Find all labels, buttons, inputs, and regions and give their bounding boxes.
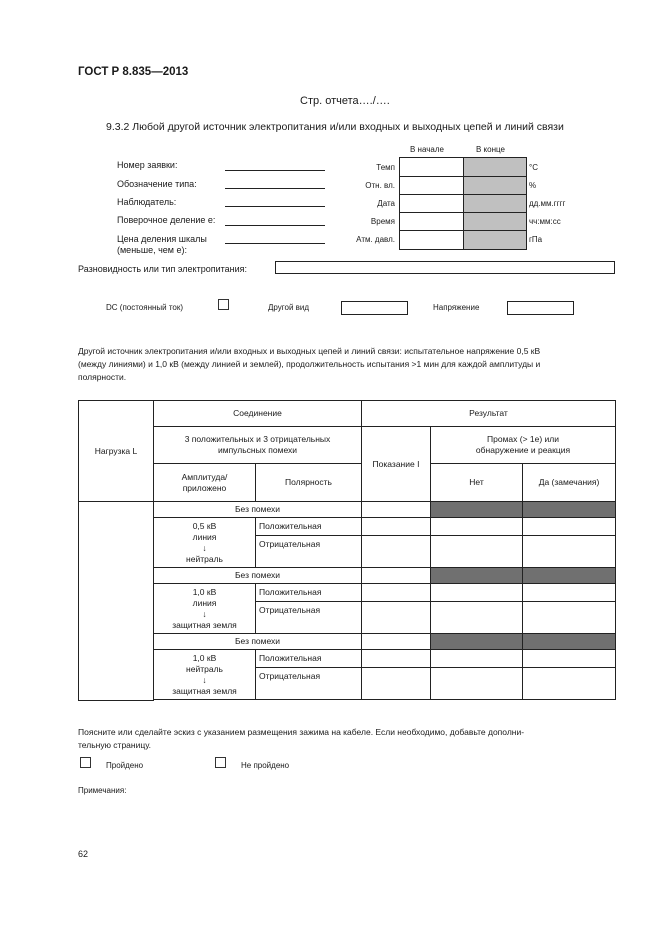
field-line-scale[interactable] bbox=[225, 243, 325, 244]
polarity-positive: Положительная bbox=[256, 518, 362, 536]
cond-temp-label: Темп bbox=[376, 163, 395, 172]
amplitude-value: 0,5 кВ bbox=[192, 520, 217, 531]
cond-humidity-label: Отн. вл. bbox=[365, 181, 395, 190]
passed-checkbox[interactable] bbox=[80, 757, 91, 768]
no-cell[interactable] bbox=[431, 650, 523, 668]
yes-cell[interactable] bbox=[523, 518, 616, 536]
not-passed-label: Не пройдено bbox=[241, 761, 290, 770]
yes-cell[interactable] bbox=[523, 536, 616, 568]
shaded-cell bbox=[431, 568, 523, 584]
amplitude-header bbox=[154, 464, 256, 502]
voltage-field[interactable] bbox=[507, 301, 574, 315]
amplitude-from: линия bbox=[192, 531, 217, 542]
field-line-observer[interactable] bbox=[225, 206, 325, 207]
arrow-down-icon: ↓ bbox=[202, 542, 207, 553]
reading-cell[interactable] bbox=[362, 650, 431, 668]
connection-header: Соединение bbox=[154, 401, 362, 427]
polarity-negative: Отрицательная bbox=[256, 668, 362, 700]
amplitude-cell bbox=[154, 650, 256, 700]
cond-date-unit: дд.мм.гггг bbox=[529, 199, 566, 208]
not-passed-checkbox[interactable] bbox=[215, 757, 226, 768]
cond-pressure-label: Атм. давл. bbox=[356, 235, 395, 244]
load-cell[interactable] bbox=[79, 502, 154, 701]
power-type-label: Разновидность или тип электропитания: bbox=[78, 264, 248, 274]
reading-cell[interactable] bbox=[362, 518, 431, 536]
polarity-positive: Положительная bbox=[256, 650, 362, 668]
yes-header: Да (замечания) bbox=[523, 464, 616, 502]
polarity-header: Полярность bbox=[256, 464, 362, 502]
field-line-request[interactable] bbox=[225, 170, 325, 171]
reading-cell[interactable] bbox=[362, 536, 431, 568]
shaded-cell bbox=[431, 634, 523, 650]
shaded-cell bbox=[431, 502, 523, 518]
conditions-grid bbox=[399, 157, 527, 250]
shaded-cell bbox=[523, 502, 616, 518]
passed-label: Пройдено bbox=[106, 761, 144, 770]
load-header: Нагрузка L bbox=[79, 401, 154, 502]
amplitude-cell bbox=[154, 518, 256, 568]
polarity-negative: Отрицательная bbox=[256, 602, 362, 634]
amplitude-header-line-2: приложено bbox=[182, 482, 227, 493]
polarity-negative: Отрицательная bbox=[256, 536, 362, 568]
no-cell[interactable] bbox=[431, 602, 523, 634]
amplitude-value: 1,0 кВ bbox=[192, 586, 217, 597]
amplitude-cell bbox=[154, 584, 256, 634]
reading-header: Показание I bbox=[362, 427, 431, 502]
fail-header bbox=[431, 427, 616, 464]
yes-cell[interactable] bbox=[523, 650, 616, 668]
fail-header-line-2: обнаружение и реакция bbox=[475, 445, 571, 455]
no-cell[interactable] bbox=[431, 668, 523, 700]
section-title: 9.3.2 Любой другой источник электропитания и/или входных и выходных цепей и линий связи bbox=[106, 121, 564, 133]
yes-cell[interactable] bbox=[523, 584, 616, 602]
field-line-type[interactable] bbox=[225, 188, 325, 189]
reading-cell[interactable] bbox=[362, 502, 431, 518]
reading-cell[interactable] bbox=[362, 668, 431, 700]
cond-date-label: Дата bbox=[377, 199, 395, 208]
page-number: 62 bbox=[78, 849, 89, 859]
field-label-scale: Цена деления шкалы bbox=[117, 234, 207, 244]
description-line-3: полярности. bbox=[78, 372, 127, 382]
no-noise-row: Без помехи bbox=[154, 634, 362, 650]
cond-time-label: Время bbox=[370, 217, 395, 226]
shaded-cell bbox=[523, 634, 616, 650]
amplitude-to: защитная земля bbox=[172, 685, 237, 696]
power-type-field[interactable] bbox=[275, 261, 615, 274]
remarks-label: Примечания: bbox=[78, 786, 127, 795]
no-cell[interactable] bbox=[431, 518, 523, 536]
cond-temp-unit: °C bbox=[529, 163, 538, 172]
field-label-request: Номер заявки: bbox=[117, 160, 178, 170]
field-label-scale-2: (меньше, чем e): bbox=[117, 245, 187, 255]
pulses-header-line-1: 3 положительных и 3 отрицательных bbox=[184, 434, 331, 444]
results-table bbox=[78, 400, 616, 701]
no-noise-row: Без помехи bbox=[154, 568, 362, 584]
no-header: Нет bbox=[431, 464, 523, 502]
other-type-label: Другой вид bbox=[268, 303, 310, 312]
document-code: ГОСТ Р 8.835—2013 bbox=[78, 66, 189, 78]
description-line-2: (между линиями) и 1,0 кВ (между линией и землей), продолжительность испытания >1 мин для каждой амплитуды и bbox=[78, 359, 541, 369]
amplitude-to: защитная земля bbox=[172, 619, 237, 630]
amplitude-value: 1,0 кВ bbox=[192, 652, 217, 663]
result-header: Результат bbox=[362, 401, 616, 427]
amplitude-from: нейтраль bbox=[186, 663, 223, 674]
shaded-cell bbox=[523, 568, 616, 584]
other-type-field[interactable] bbox=[341, 301, 408, 315]
polarity-positive: Положительная bbox=[256, 584, 362, 602]
yes-cell[interactable] bbox=[523, 602, 616, 634]
report-page: Стр. отчета…./…. bbox=[300, 95, 390, 107]
amplitude-header-line-1: Амплитуда/ bbox=[181, 471, 228, 482]
dc-checkbox[interactable] bbox=[218, 299, 229, 310]
field-label-type: Обозначение типа: bbox=[117, 179, 197, 189]
amplitude-to: нейтраль bbox=[186, 553, 223, 564]
pulses-header bbox=[154, 427, 362, 464]
reading-cell[interactable] bbox=[362, 634, 431, 650]
pulses-header-line-2: импульсных помехи bbox=[217, 445, 298, 455]
reading-cell[interactable] bbox=[362, 568, 431, 584]
no-noise-row: Без помехи bbox=[154, 502, 362, 518]
col-start-label: В начале bbox=[410, 145, 444, 154]
reading-cell[interactable] bbox=[362, 584, 431, 602]
field-label-observer: Наблюдатель: bbox=[117, 197, 177, 207]
field-line-verification[interactable] bbox=[225, 225, 325, 226]
cond-time-unit: чч:мм:сс bbox=[529, 217, 561, 226]
footer-note-line-1: Поясните или сделайте эскиз с указанием размещения зажима на кабеле. Если необходимо, добавьте дополни- bbox=[78, 727, 525, 737]
cond-humidity-unit: % bbox=[529, 181, 537, 190]
dc-label: DC (постоянный ток) bbox=[106, 303, 184, 312]
arrow-down-icon: ↓ bbox=[202, 608, 207, 619]
description-line-1: Другой источник электропитания и/или входных и выходных цепей и линий связи: испытательное напряжение 0,5 кВ bbox=[78, 346, 541, 356]
fail-header-line-1: Промах (> 1e) или bbox=[487, 434, 560, 444]
no-cell[interactable] bbox=[431, 584, 523, 602]
no-cell[interactable] bbox=[431, 536, 523, 568]
col-end-label: В конце bbox=[476, 145, 505, 154]
cond-pressure-unit: гПа bbox=[529, 235, 543, 244]
field-label-verification: Поверочное деление e: bbox=[117, 215, 216, 225]
arrow-down-icon: ↓ bbox=[202, 674, 207, 685]
voltage-label: Напряжение bbox=[433, 303, 480, 312]
footer-note-line-2: тельную страницу. bbox=[78, 740, 151, 750]
reading-cell[interactable] bbox=[362, 602, 431, 634]
yes-cell[interactable] bbox=[523, 668, 616, 700]
amplitude-from: линия bbox=[192, 597, 217, 608]
